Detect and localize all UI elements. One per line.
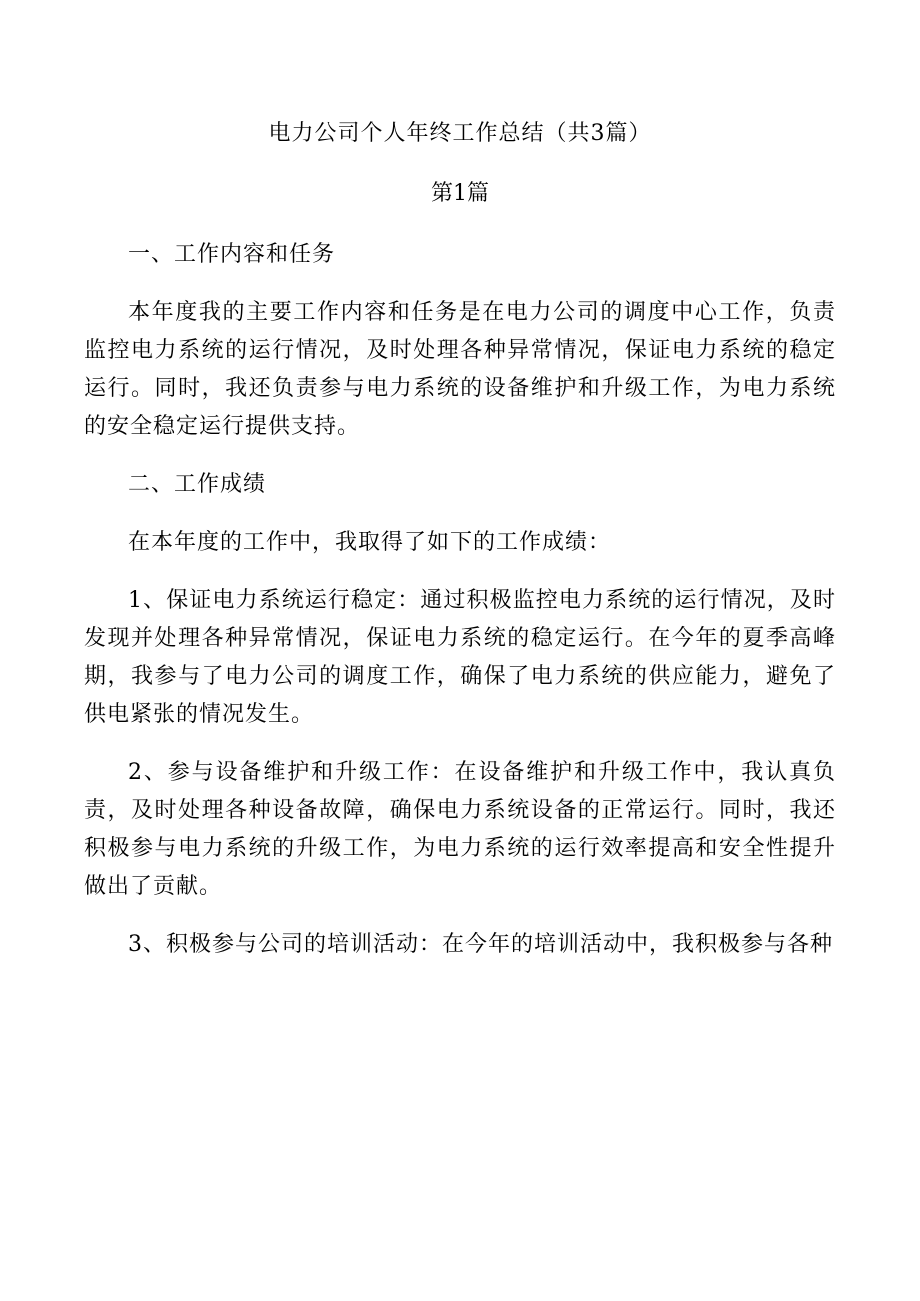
section-paragraph-1: 本年度我的主要工作内容和任务是在电力公司的调度中心工作，负责监控电力系统的运行情况，及时处理各种异常情况，保证电力系统的稳定运行。同时，我还负责参与电力系统的设备维护和升级工作，为电力系统的安全稳定运行提供支持。 [84, 300, 836, 439]
section-intro-2: 在本年度的工作中，我取得了如下的工作成绩： [128, 530, 612, 555]
achievement-item-1: 1、保证电力系统运行稳定：通过积极监控电力系统的运行情况，及时发现并处理各种异常情况，保证电力系统的稳定运行。在今年的夏季高峰期，我参与了电力公司的调度工作，确保了电力系统的供应能力，避免了供电紧张的情况发生。 [84, 588, 836, 727]
achievement-item-3: 3、积极参与公司的培训活动：在今年的培训活动中，我积极参与各种 [128, 932, 833, 957]
achievement-item-2: 2、参与设备维护和升级工作：在设备维护和升级工作中，我认真负责，及时处理各种设备故障，确保电力系统设备的正常运行。同时，我还积极参与电力系统的升级工作，为电力系统的运行效率提高和安全性提升做出了贡献。 [84, 760, 836, 899]
document-title: 电力公司个人年终工作总结（共3篇） [268, 121, 652, 146]
part-label: 第1篇 [431, 181, 489, 206]
document-body [84, 236, 836, 964]
section-heading-2: 二、工作成绩 [128, 472, 267, 497]
section-heading-1: 一、工作内容和任务 [128, 242, 336, 267]
